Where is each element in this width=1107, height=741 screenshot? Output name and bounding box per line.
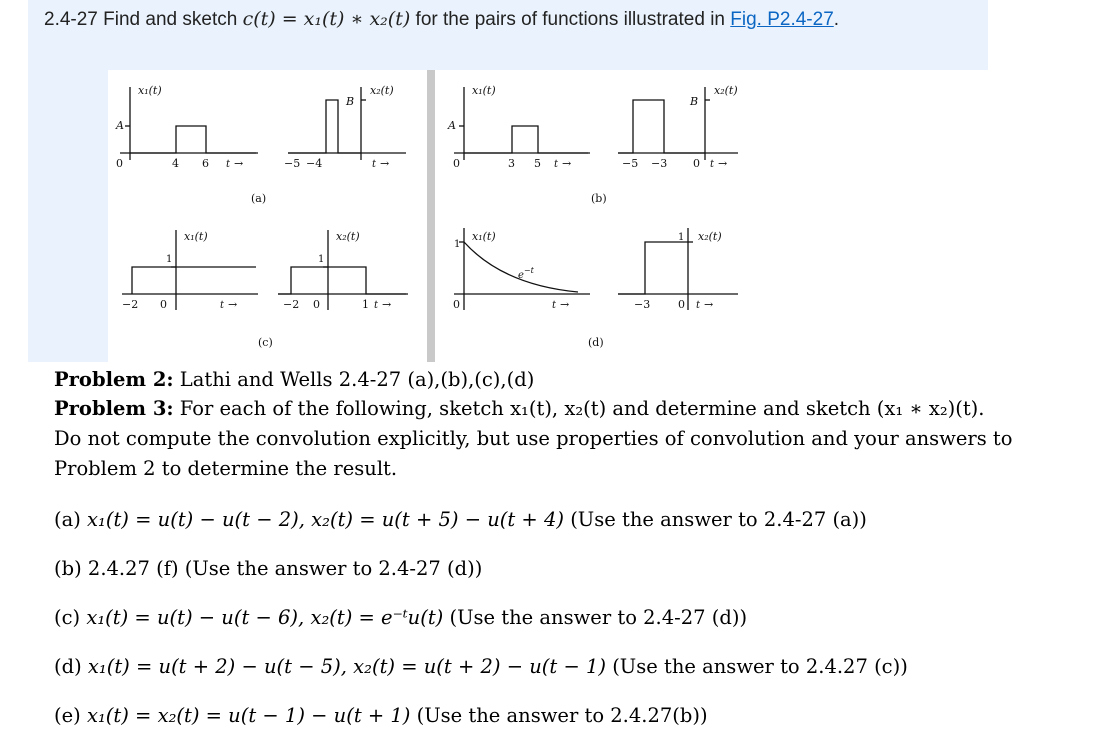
b-x1-origin: 0	[453, 157, 460, 170]
problem-2-label: Problem 2:	[54, 368, 174, 391]
item-b-tag: (b)	[54, 557, 82, 580]
b-x1-pulse	[464, 126, 588, 153]
b-x1-label: x₁(t)	[472, 84, 496, 97]
item-e-math: x₁(t) = x₂(t) = u(t − 1) − u(t + 1)	[86, 704, 411, 727]
figure-svg	[108, 70, 990, 362]
b-x1-arrow: →	[562, 157, 572, 170]
problem-3-label: Problem 3:	[54, 397, 174, 420]
d-x1-arrow: →	[560, 298, 570, 311]
c-x2-arrow: →	[382, 298, 392, 311]
caption-b: (b)	[591, 192, 607, 205]
question-number: 2.4-27	[44, 9, 98, 30]
a-x2-arrow: →	[380, 157, 390, 170]
item-d-math: x₁(t) = u(t + 2) − u(t − 5), x₂(t) = u(t + 2) − u(t − 1)	[87, 655, 606, 678]
problem-3-line-1	[54, 397, 985, 420]
item-a-tag: (a)	[54, 508, 81, 531]
figure-link[interactable]: Fig. P2.4-27	[730, 9, 834, 30]
a-x1-origin: 0	[116, 157, 123, 170]
item-d-tag: (d)	[54, 655, 82, 678]
a-x2-t-label: t	[372, 159, 377, 170]
a-x2-B-label: B	[346, 95, 355, 108]
problem-2-text: Lathi and Wells 2.4-27 (a),(b),(c),(d)	[173, 368, 535, 391]
question-title	[44, 8, 839, 31]
caption-c: (c)	[258, 336, 273, 349]
a-x2-tick-neg4: −4	[306, 157, 323, 170]
c-x1-t-label: t	[220, 300, 225, 311]
d-x1-exp-label: $e^{-t}$	[518, 266, 534, 281]
question-period: .	[833, 9, 840, 30]
item-c-tag: (c)	[54, 606, 81, 629]
item-d-note: (Use the answer to 2.4.27 (c))	[612, 655, 908, 678]
item-c-note: (Use the answer to 2.4-27 (d))	[449, 606, 748, 629]
a-x1-arrow: →	[234, 157, 244, 170]
a-x1-t-label: t	[226, 159, 231, 170]
question-text-after: for the pairs of functions illustrated in	[410, 9, 731, 30]
b-x2-B-label: B	[690, 95, 699, 108]
b-x2-arrow: →	[718, 157, 728, 170]
problem-3-item-a	[54, 508, 867, 531]
figure-divider	[427, 70, 435, 362]
c-x2-label: x₂(t)	[336, 230, 360, 243]
figure-p2-4-27	[108, 70, 990, 362]
b-x1-A-label: A	[448, 119, 456, 132]
d-x1-t-label: t	[552, 300, 557, 311]
caption-a: (a)	[251, 192, 267, 205]
item-b-note: 2.4.27 (f) (Use the answer to 2.4-27 (d))	[87, 557, 483, 580]
item-e-note: (Use the answer to 2.4.27(b))	[416, 704, 708, 727]
c-x2-pulse	[278, 267, 406, 294]
d-x2-one-label: 1	[678, 232, 685, 243]
d-x2-label: x₂(t)	[698, 230, 722, 243]
b-x2-label: x₂(t)	[714, 84, 738, 97]
problem-3-line-2: Do not compute the convolution explicitly, but use properties of convolution and your answers to	[54, 427, 1013, 450]
b-x2-tick-neg3: −3	[651, 157, 668, 170]
caption-d: (d)	[588, 336, 604, 349]
a-x1-tick-6: 6	[202, 157, 209, 170]
a-x2-label: x₂(t)	[370, 84, 394, 97]
problem-3-line-3: Problem 2 to determine the result.	[54, 457, 398, 480]
problem-3-text-1: For each of the following, sketch x₁(t), x₂(t) and determine and sketch (x₁ ∗ x₂)(t).	[173, 397, 985, 420]
d-x2-origin: 0	[678, 298, 685, 311]
a-x2-tick-neg5: −5	[284, 157, 301, 170]
item-e-tag: (e)	[54, 704, 81, 727]
a-x1-label: x₁(t)	[138, 84, 162, 97]
a-x1-tick-4: 4	[172, 157, 179, 170]
problem-2	[54, 368, 534, 391]
item-a-note: (Use the answer to 2.4-27 (a))	[570, 508, 867, 531]
b-x1-t-label: t	[554, 159, 559, 170]
d-x2-arrow: →	[704, 298, 714, 311]
problem-3-item-c	[54, 606, 747, 629]
c-x2-tick-1: 1	[362, 298, 369, 311]
d-x1-label: x₁(t)	[472, 230, 496, 243]
a-x1-pulse	[130, 126, 256, 153]
item-c-math: x₁(t) = u(t) − u(t − 6), x₂(t) = e⁻ᵗu(t)	[86, 606, 444, 629]
c-x2-one-label: 1	[318, 254, 325, 265]
d-x1-one-label: 1	[454, 239, 461, 250]
c-x1-step	[132, 267, 256, 294]
c-x1-arrow: →	[228, 298, 238, 311]
b-x1-tick-3: 3	[508, 157, 515, 170]
c-x2-tick-0: 0	[313, 298, 320, 311]
d-x2-tick-neg3: −3	[634, 298, 651, 311]
question-math: c(t) = x₁(t) ∗ x₂(t)	[242, 8, 411, 30]
problem-3-item-e	[54, 704, 708, 727]
d-x1-exp-curve	[464, 242, 578, 292]
problem-3-item-d	[54, 655, 908, 678]
c-x1-one-label: 1	[166, 254, 173, 265]
d-x2-pulse	[618, 242, 688, 294]
d-x1-origin: 0	[453, 298, 460, 311]
b-x2-t-label: t	[710, 159, 715, 170]
d-x2-t-label: t	[696, 300, 701, 311]
a-x1-A-label: A	[116, 119, 124, 132]
c-x2-t-label: t	[374, 300, 379, 311]
item-a-math: x₁(t) = u(t) − u(t − 2), x₂(t) = u(t + 5) − u(t + 4)	[87, 508, 564, 531]
c-x1-label: x₁(t)	[184, 230, 208, 243]
b-x2-tick-neg5: −5	[622, 157, 639, 170]
c-x1-tick-0: 0	[160, 298, 167, 311]
b-x2-origin: 0	[693, 157, 700, 170]
question-text-before: Find and sketch	[103, 9, 243, 30]
b-x1-tick-5: 5	[534, 157, 541, 170]
c-x2-tick-neg2: −2	[283, 298, 300, 311]
problem-3-item-b	[54, 557, 482, 580]
c-x1-tick-neg2: −2	[122, 298, 139, 311]
